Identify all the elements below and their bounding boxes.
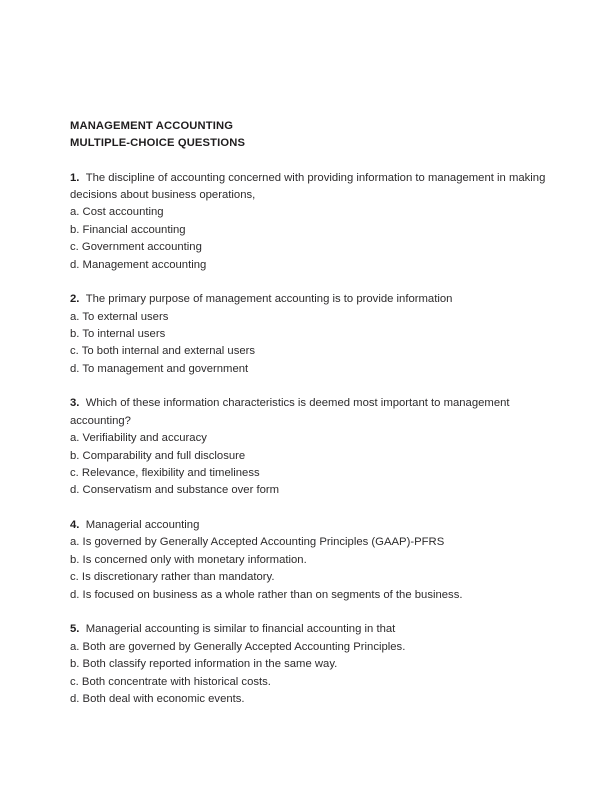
option-item[interactable]: d. To management and government (70, 362, 249, 375)
document-title-line-2: MULTIPLE-CHOICE QUESTIONS (70, 137, 246, 150)
option-item[interactable]: d. Both deal with economic events. (70, 692, 245, 705)
question-number: 5. (70, 623, 80, 636)
question-stem (70, 621, 550, 638)
question-stem (70, 395, 550, 430)
question-block (70, 517, 550, 604)
question-block (70, 621, 550, 708)
question-list (70, 170, 550, 709)
option-item[interactable]: a. Is governed by Generally Accepted Accounting Principles (GAAP)-PFRS (70, 536, 445, 549)
question-number: 2. (70, 293, 80, 306)
option-item[interactable]: d. Is focused on business as a whole rather than on segments of the business. (70, 588, 463, 601)
option-item[interactable]: c. To both internal and external users (70, 345, 256, 358)
option-list (70, 204, 550, 274)
question-text: Which of these information characteristics is deemed most important to management accounting? (70, 397, 510, 427)
question-number: 4. (70, 519, 80, 532)
document-title (70, 118, 550, 152)
option-item[interactable]: c. Government accounting (70, 241, 202, 254)
option-item[interactable]: c. Is discretionary rather than mandatory. (70, 571, 275, 584)
option-item[interactable]: c. Relevance, flexibility and timeliness (70, 467, 260, 480)
option-list (70, 309, 550, 379)
option-item[interactable]: b. Financial accounting (70, 223, 186, 236)
question-number: 1. (70, 171, 80, 184)
question-block (70, 170, 550, 274)
question-text: The primary purpose of management accounting is to provide information (85, 293, 453, 306)
option-item[interactable]: b. Is concerned only with monetary information. (70, 553, 307, 566)
question-stem (70, 517, 550, 534)
question-stem (70, 170, 550, 205)
document-body (70, 118, 550, 708)
question-text: Managerial accounting is similar to financial accounting in that (85, 623, 396, 636)
option-item[interactable]: b. To internal users (70, 328, 166, 341)
option-item[interactable]: c. Both concentrate with historical costs. (70, 675, 271, 688)
option-item[interactable]: b. Both classify reported information in the same way. (70, 658, 338, 671)
option-list (70, 639, 550, 709)
option-list (70, 430, 550, 500)
option-item[interactable]: a. Both are governed by Generally Accepted Accounting Principles. (70, 640, 406, 653)
option-item[interactable]: b. Comparability and full disclosure (70, 449, 246, 462)
question-block (70, 395, 550, 499)
option-item[interactable]: d. Management accounting (70, 258, 207, 271)
document-title-line-1: MANAGEMENT ACCOUNTING (70, 120, 234, 132)
option-item[interactable]: a. Cost accounting (70, 206, 164, 219)
question-text: Managerial accounting (85, 519, 200, 532)
question-stem (70, 291, 550, 308)
question-text: The discipline of accounting concerned with providing information to management in making decisions about business operations, (70, 171, 546, 201)
question-number: 3. (70, 397, 80, 410)
option-item[interactable]: a. Verifiability and accuracy (70, 432, 207, 445)
option-list (70, 534, 550, 604)
option-item[interactable]: a. To external users (70, 310, 169, 323)
option-item[interactable]: d. Conservatism and substance over form (70, 484, 280, 497)
question-block (70, 291, 550, 378)
